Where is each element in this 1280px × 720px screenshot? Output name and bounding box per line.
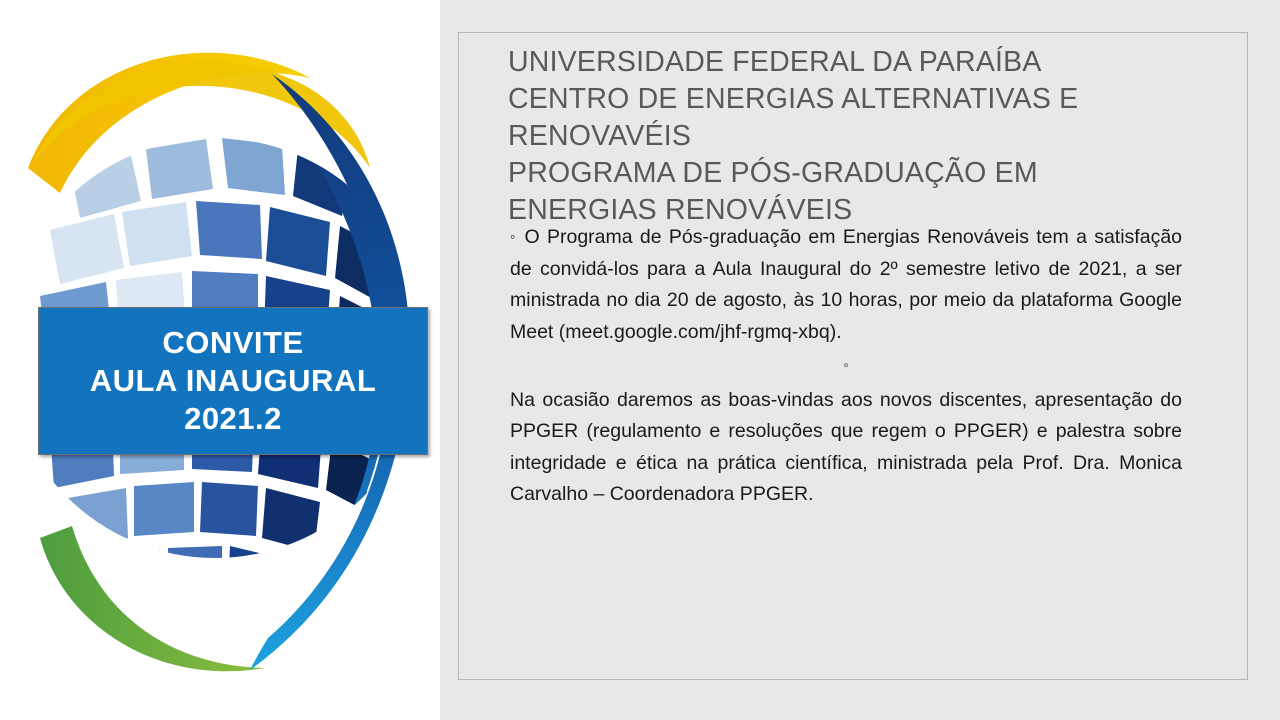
left-panel	[0, 0, 440, 720]
bullet-icon: ◦	[510, 228, 518, 246]
heading-line-1: UNIVERSIDADE FEDERAL DA PARAÍBA	[508, 46, 1042, 78]
convite-callout-box	[38, 307, 428, 455]
paragraph-1-text: O Programa de Pós-graduação em Energias Renováveis tem a satisfação de convidá-los para a Aula Inaugural do 2º semestre letivo de 2021, a ser ministrada no dia 20 de agosto, às 10 horas, por meio da plataforma Google Meet (meet.google.com/jhf-rgmq-xbq).	[510, 226, 1183, 343]
heading-line-5: ENERGIAS RENOVÁVEIS	[508, 194, 853, 227]
divider-dot-icon: ◦	[843, 357, 849, 375]
paragraph-2: Na ocasião daremos as boas-vindas aos novos discentes, apresentação do PPGER (regulamento e resoluções que regem o PPGER) e palestra sobre integridade e ética na prática científica, ministrada pela Prof. Dra. Monica Carvalho – Coordenadora PPGER.	[510, 388, 1182, 506]
right-panel	[440, 0, 1280, 720]
callout-line-1: CONVITE	[162, 325, 304, 361]
body-text	[510, 222, 1182, 511]
heading-line-2: CENTRO DE ENERGIAS ALTERNATIVAS E	[508, 83, 1079, 116]
heading-line-4: PROGRAMA DE PÓS-GRADUAÇÃO EM	[508, 157, 1038, 190]
paragraph-1	[510, 222, 1182, 348]
callout-line-3: 2021.2	[184, 400, 282, 436]
page-title	[508, 44, 1188, 229]
heading-line-3: RENOVAVÉIS	[508, 120, 692, 153]
callout-line-2: AULA INAUGURAL	[89, 363, 377, 399]
